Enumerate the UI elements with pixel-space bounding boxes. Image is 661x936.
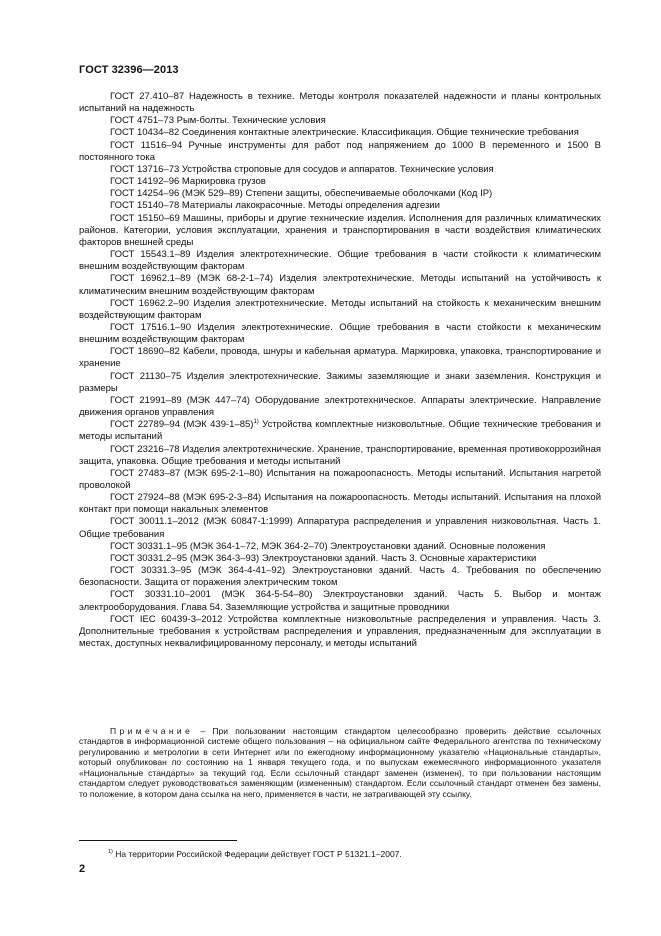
reference-text: ГОСТ 27.410–87 Надежность в технике. Методы контроля показателей надежности и планы контрольных испытаний на надежность (79, 91, 601, 115)
normative-references-list (79, 91, 601, 650)
reference-item (79, 589, 601, 613)
footnote-divider (79, 840, 237, 841)
reference-item (79, 516, 601, 540)
footnote-text: На территории Российской Федерации действует ГОСТ Р 51321.1–2007. (112, 849, 402, 859)
reference-item (79, 553, 601, 565)
reference-text: ГОСТ 27483–87 (МЭК 695-2-1–80) Испытания на пожароопасность. Методы испытаний. Испытания нагретой проволокой (79, 467, 601, 491)
reference-item (79, 614, 601, 650)
reference-text: ГОСТ 15543.1–89 Изделия электротехнические. Общие требования в части стойкости к климатическим внешним воздействующим факторам (79, 249, 601, 273)
reference-text: ГОСТ 16962.2–90 Изделия электротехнические. Методы испытаний на стойкость к механическим внешним воздействующим факторам (79, 297, 601, 321)
reference-text: ГОСТ 17516.1–90 Изделия электротехнические. Общие требования в части стойкости к механическим внешним воздействующим факторам (79, 321, 601, 346)
reference-text: ГОСТ 13716–73 Устройства строповые для сосудов и аппаратов. Технические условия (110, 163, 494, 175)
note (79, 726, 601, 800)
note-label: Примечание (110, 725, 194, 736)
reference-text: ГОСТ 4751–73 Рым-болты. Технические условия (110, 115, 326, 127)
reference-item (79, 371, 601, 395)
reference-item (79, 249, 601, 273)
reference-text: ГОСТ 15140–78 Материалы лакокрасочные. Методы определения адгезии (110, 200, 440, 212)
reference-item (79, 395, 601, 419)
footnote-marker: 1) (108, 849, 113, 856)
reference-item (79, 273, 601, 297)
reference-text: ГОСТ 21991–89 (МЭК 447–74) Оборудование электротехническое. Аппараты электрические. Направление движения органов управления (79, 394, 601, 419)
reference-text: ГОСТ 23216–78 Изделия электротехнические. Хранение, транспортирование, временная противокоррозийная защита, упаковка. Общие требования и методы испытаний (79, 443, 601, 467)
reference-item (79, 444, 601, 468)
note-text: – При пользовании настоящим стандартом целесообразно проверить действие ссылочных стандартов в информационной системе общего пользования – на официальном сайте Федерального агентства по техническому регулированию и метрологии в сети Интернет или по ежегодному информационному указателю «Национальные стандарты», который опубликован по состоянию на 1 января текущего года, и по выпускам ежемесячного информационного указателя «Национальные стандарты» за текущий год. Если ссылочный стандарт заменен (изменен), то при пользовании настоящим стандартом следует руководствоваться заменяющим (измененным) стандартом. Если ссылочный стандарт отменен без замены, то положение, в котором дана ссылка на него, применяется в части, не затрагивающей эту ссылку. (79, 725, 601, 800)
reference-item (79, 127, 601, 139)
reference-item (79, 200, 601, 212)
reference-item (79, 346, 601, 370)
footnote (108, 849, 402, 859)
reference-text: ГОСТ 16962.1–89 (МЭК 68-2-1–74) Изделия электротехнические. Методы испытаний на устойчивость к климатическим внешним воздействующим факторам (79, 273, 601, 297)
reference-item (79, 213, 601, 249)
reference-item (79, 492, 601, 516)
reference-text: ГОСТ 30331.2–95 (МЭК 364-3–93) Электроустановки зданий. Часть 3. Основные характеристики (110, 552, 537, 564)
reference-text: ГОСТ IEC 60439-3–2012 Устройства комплектные низковольтные распределения и управления. Часть 3. Дополнительные требования к устройствам распределения и управления, предназначенным для эксплуатации в местах, доступных неквалифицированному персоналу, и методы испытаний (79, 613, 601, 650)
reference-item (79, 176, 601, 188)
reference-text: ГОСТ 10434–82 Соединения контактные электрические. Классификация. Общие технические требования (110, 127, 579, 139)
reference-text: ГОСТ 15150–69 Машины, приборы и другие технические изделия. Исполнения для различных климатических районов. Категории, условия эксплуатации, хранения и транспортирования в части воздействия климатических факторов внешней среды (79, 212, 601, 248)
reference-item (79, 565, 601, 589)
reference-text: ГОСТ 27924–88 (МЭК 695-2-3–84) Испытания на пожароопасность. Методы испытаний. Испытания на плохой контакт при помощи накальных элементов (79, 492, 601, 516)
reference-item (79, 115, 601, 127)
page-number: 2 (79, 863, 86, 875)
reference-text: ГОСТ 30011.1–2012 (МЭК 60847-1:1999) Аппаратура распределения и управления низковольтная. Часть 1. Общие требования (79, 516, 601, 540)
reference-item (79, 322, 601, 346)
reference-text: ГОСТ 14254–96 (МЭК 529–89) Степени защиты, обеспечиваемые оболочками (Код IP) (110, 188, 493, 200)
reference-item (79, 91, 601, 115)
reference-text: ГОСТ 21130–75 Изделия электротехнические. Зажимы заземляющие и знаки заземления. Конструкция и размеры (79, 370, 601, 394)
reference-text: ГОСТ 18690–82 Кабели, провода, шнуры и кабельная арматура. Маркировка, упаковка, транспортирование и хранение (79, 346, 601, 370)
reference-item (79, 140, 601, 164)
reference-text: ГОСТ 14192–96 Маркировка грузов (110, 176, 266, 188)
reference-text: ГОСТ 30331.1–95 (МЭК 364-1–72, МЭК 364-2–70) Электроустановки зданий. Основные положения (110, 540, 546, 552)
reference-item (79, 541, 601, 553)
reference-text: ГОСТ 22789–94 (МЭК 439-1–85) (110, 419, 254, 431)
reference-text: ГОСТ 30331.3–95 (МЭК 364-4-41–92) Электроустановки зданий. Часть 4. Требования по обеспечению безопасности. Защита от поражения электрическим током (79, 565, 601, 589)
reference-item (79, 298, 601, 322)
reference-item (79, 419, 601, 443)
reference-text: ГОСТ 30331.10–2001 (МЭК 364-5-54–80) Электроустановки зданий. Часть 5. Выбор и монтаж электрооборудования. Глава 54. Заземляющие устройства и защитные проводники (79, 589, 601, 613)
reference-text: ГОСТ 11516–94 Ручные инструменты для работ под напряжением до 1000 В переменного и 1500 В постоянного тока (79, 139, 601, 163)
reference-item (79, 468, 601, 492)
reference-text-continued: Устройства комплектные низковольтные. Общие технические требования и методы испытаний (79, 419, 601, 443)
page-header: ГОСТ 32396—2013 (79, 64, 179, 76)
reference-item (79, 188, 601, 200)
reference-item (79, 164, 601, 176)
footnote-ref-marker: 1) (253, 419, 259, 426)
